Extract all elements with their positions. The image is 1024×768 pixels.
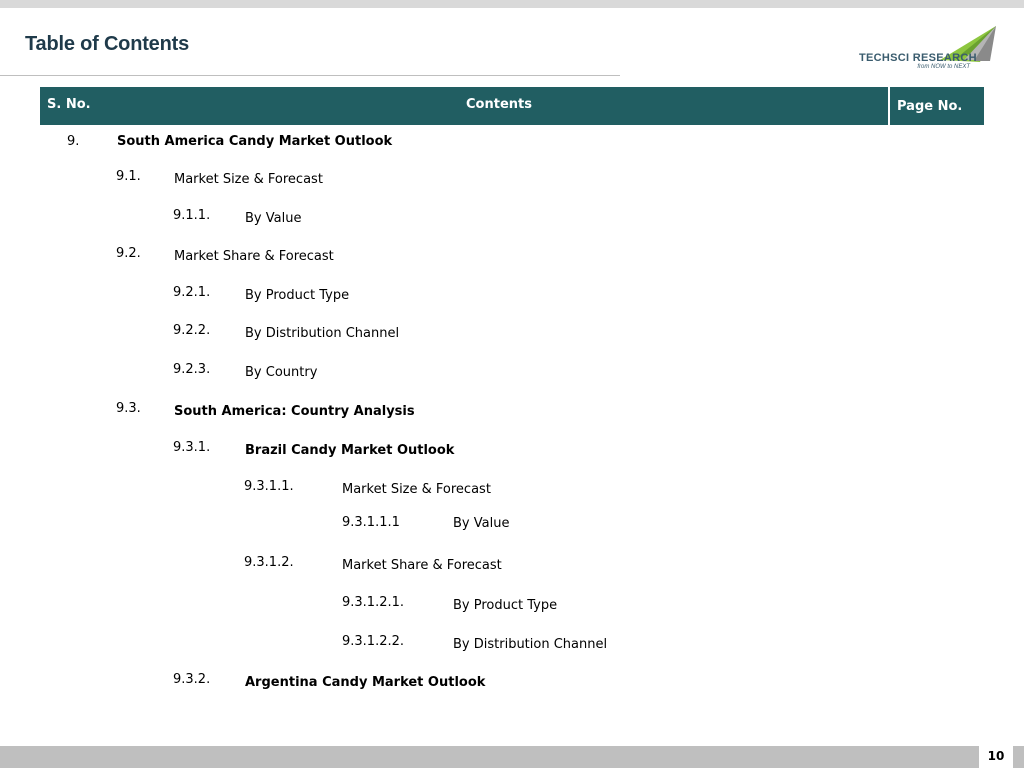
top-strip	[0, 0, 1024, 8]
toc-entry-label: Argentina Candy Market Outlook	[245, 675, 486, 690]
toc-entry-number: 9.2.	[116, 246, 141, 261]
column-divider	[888, 87, 890, 125]
toc-entry-label: Market Size & Forecast	[342, 482, 491, 497]
toc-entry-number: 9.2.3.	[173, 362, 211, 377]
toc-entry-label: By Value	[245, 211, 302, 226]
logo-tagline: from NOW to NEXT	[917, 64, 970, 70]
toc-entry-number: 9.	[67, 134, 80, 149]
page-number: 10	[979, 746, 1013, 768]
toc-entry-number: 9.2.1.	[173, 285, 211, 300]
toc-entry-number: 9.3.2.	[173, 672, 211, 687]
company-logo	[858, 24, 1000, 74]
toc-entry-number: 9.3.1.2.	[244, 555, 294, 570]
toc-entry-label: Market Size & Forecast	[174, 172, 323, 187]
footer-bar	[0, 746, 1024, 768]
toc-entry-number: 9.3.1.2.1.	[342, 595, 405, 610]
toc-entry-number: 9.1.1.	[173, 208, 211, 223]
logo-name: TECHSCI RESEARCH	[859, 52, 977, 64]
toc-entry-number: 9.3.1.1.	[244, 479, 294, 494]
toc-entry-label: Brazil Candy Market Outlook	[245, 443, 455, 458]
toc-entry-label: By Product Type	[453, 598, 558, 613]
column-header-sno: S. No.	[47, 97, 91, 112]
column-header-page-no: Page No.	[897, 99, 963, 114]
toc-entry-label: By Distribution Channel	[453, 637, 608, 652]
toc-entry-label: South America: Country Analysis	[174, 404, 415, 419]
toc-entry-number: 9.2.2.	[173, 323, 211, 338]
toc-entry-label: Market Share & Forecast	[174, 249, 334, 264]
toc-entry-number: 9.1.	[116, 169, 141, 184]
column-header-contents: Contents	[466, 97, 532, 112]
toc-entry-label: By Value	[453, 516, 510, 531]
toc-entry-label: By Distribution Channel	[245, 326, 400, 341]
toc-entry-label: By Country	[245, 365, 318, 380]
toc-table-header	[40, 87, 984, 125]
toc-entry-label: Market Share & Forecast	[342, 558, 502, 573]
toc-entry-number: 9.3.1.1.1	[342, 515, 400, 530]
toc-entry-number: 9.3.1.2.2.	[342, 634, 405, 649]
toc-entry-label: By Product Type	[245, 288, 350, 303]
toc-entry-label: South America Candy Market Outlook	[117, 134, 393, 149]
title-divider	[0, 75, 620, 76]
toc-entry-number: 9.3.	[116, 401, 141, 416]
page-title: Table of Contents	[25, 33, 190, 55]
toc-entry-number: 9.3.1.	[173, 440, 211, 455]
